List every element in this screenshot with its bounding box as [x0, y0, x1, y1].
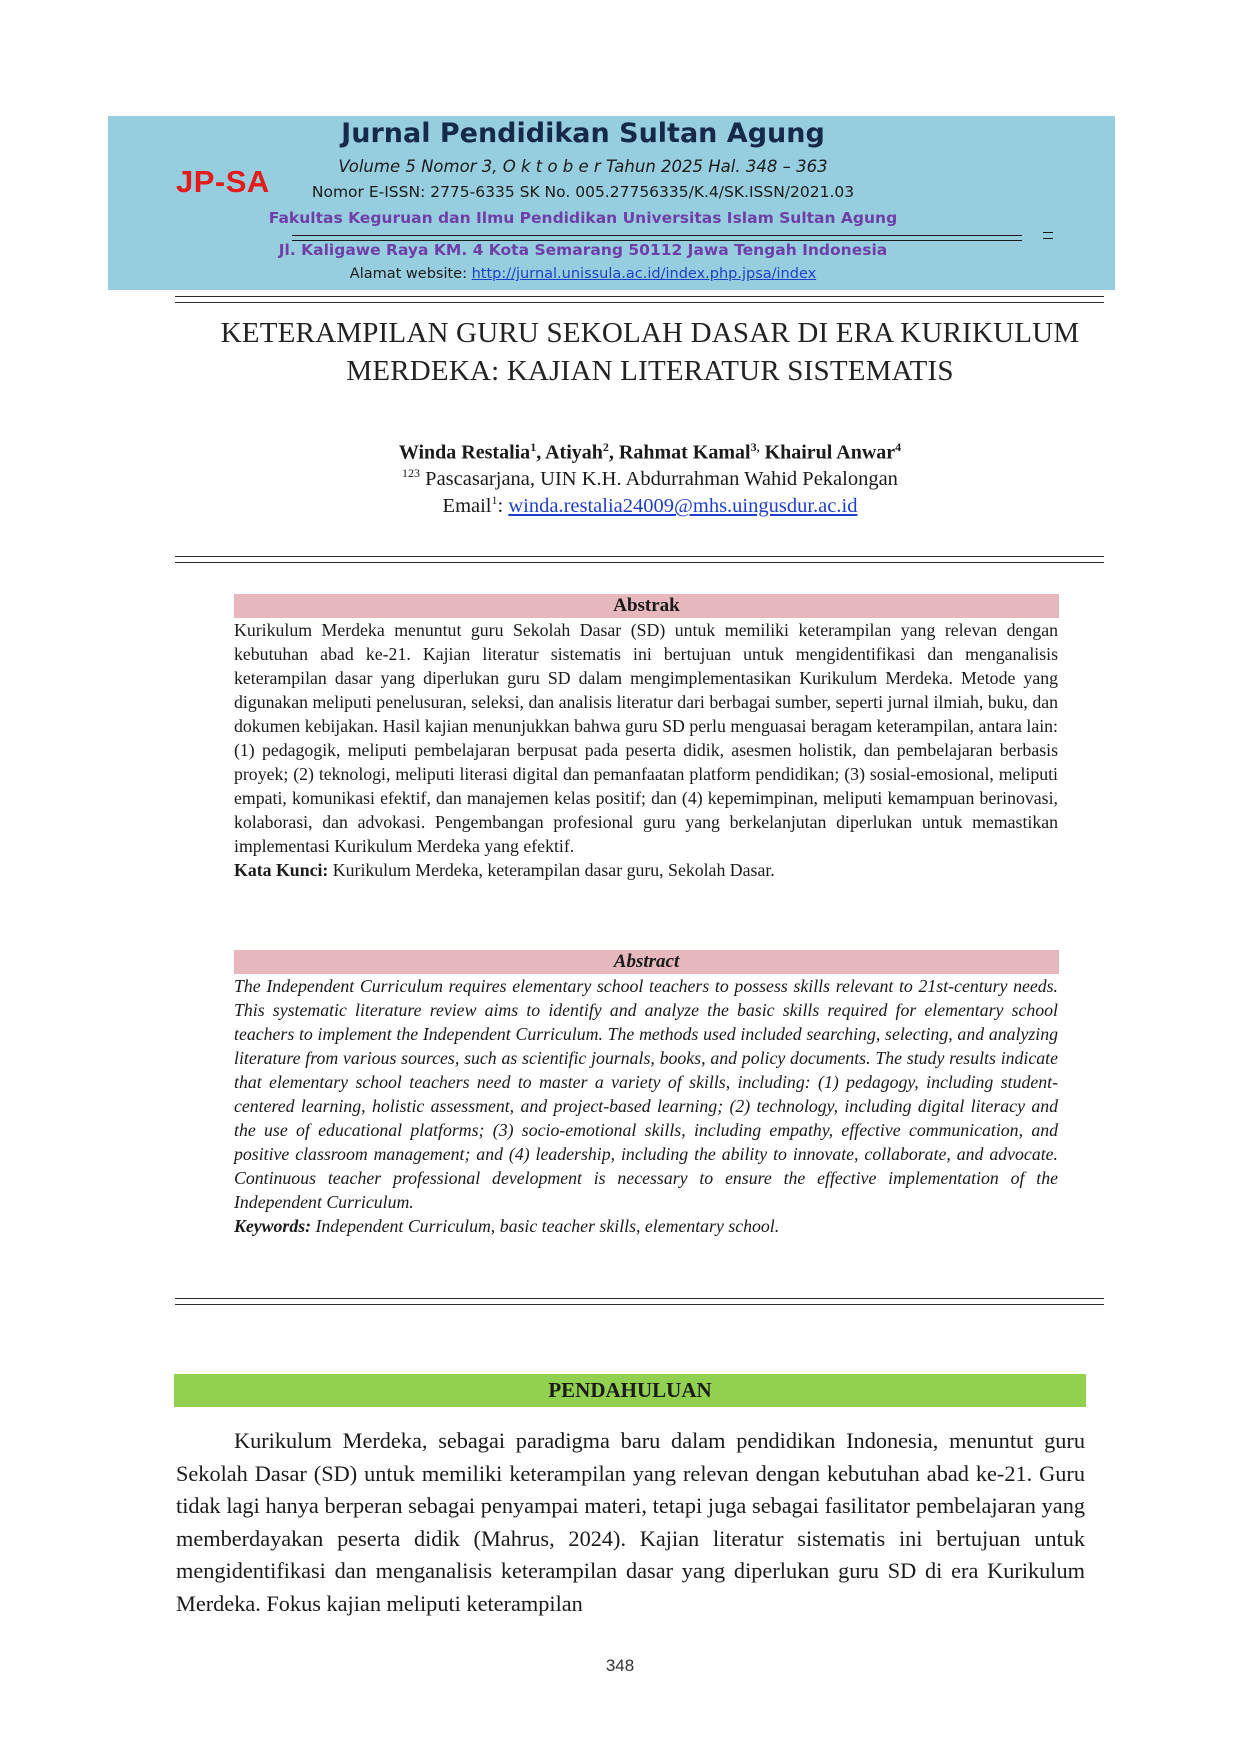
email-label: Email	[442, 494, 492, 517]
authors-bottom-rule	[175, 556, 1104, 563]
author-list	[180, 440, 1120, 465]
affiliation	[180, 466, 1120, 491]
author-sup: 4	[895, 440, 902, 454]
email-sup: 1	[491, 493, 498, 507]
abstract-bottom-rule	[175, 1298, 1104, 1305]
abstrak-keywords	[234, 858, 1058, 882]
keywords-text: Kurikulum Merdeka, keterampilan dasar guru, Sekolah Dasar.	[328, 860, 775, 880]
affiliation-sup: 123	[402, 466, 421, 480]
title-line-2: MERDEKA: KAJIAN LITERATUR SISTEMATIS	[346, 355, 954, 387]
affiliation-text: Pascasarjana, UIN K.H. Abdurrahman Wahid Pekalongan	[420, 467, 898, 490]
abstract-keywords	[234, 1214, 1058, 1238]
author-separator: ,	[536, 441, 546, 464]
address-line: Jl. Kaligawe Raya KM. 4 Kota Semarang 50112 Jawa Tengah Indonesia	[278, 241, 888, 259]
volume-line: Volume 5 Nomor 3, O k t o b e r Tahun 2025 Hal. 348 – 363	[338, 157, 828, 176]
journal-title: Jurnal Pendidikan Sultan Agung	[341, 118, 825, 149]
email-line	[180, 493, 1120, 518]
email-separator: :	[497, 494, 509, 517]
keywords-label: Keywords:	[234, 1216, 312, 1236]
keywords-label: Kata Kunci:	[234, 860, 329, 880]
abstrak-text: Kurikulum Merdeka menuntut guru Sekolah Dasar (SD) untuk memiliki keterampilan yang relevan dengan kebutuhan abad ke-21. Kajian literatur sistematis ini bertujuan untuk mengidentifikasi dan menganalisis keterampilan dasar yang diperlukan guru SD dalam mengimplementasikan Kurikulum Merdeka. Metode yang digunakan meliputi penelusuran, seleksi, dan analisis literatur dari berbagai sumber, seperti jurnal ilmiah, buku, dan dokumen kebijakan. Hasil kajian menunjukkan bahwa guru SD perlu menguasai beragam keterampilan, antara lain: (1) pedagogik, meliputi pembelajaran berpusat pada peserta didik, asesmen holistik, dan pembelajaran berbasis proyek; (2) teknologi, meliputi literasi digital dan pemanfaatan platform pendidikan; (3) sosial-emosional, meliputi empati, komunikasi efektif, dan manajemen kelas positif; dan (4) kepemimpinan, meliputi kemampuan berinovasi, kolaborasi, dan advokasi. Pengembangan profesional guru yang berkelanjutan diperlukan untuk memastikan implementasi Kurikulum Merdeka yang efektif.	[234, 620, 1058, 856]
website-label: Alamat website:	[349, 266, 472, 282]
journal-header	[108, 116, 1115, 290]
keywords-text: Independent Curriculum, basic teacher skills, elementary school.	[311, 1216, 780, 1236]
author-sup: 1	[530, 440, 537, 454]
header-bottom-rule	[175, 296, 1104, 303]
section-heading: PENDAHULUAN	[174, 1374, 1086, 1407]
issn-line: Nomor E-ISSN: 2775-6335 SK No. 005.27756335/K.4/SK.ISSN/2021.03	[311, 183, 855, 201]
author-name: Rahmat Kamal	[618, 441, 751, 464]
author-sup: 2	[602, 440, 609, 454]
abstrak-heading: Abstrak	[234, 594, 1059, 618]
author-name: Khairul Anwar	[764, 441, 896, 464]
title-line-1: KETERAMPILAN GURU SEKOLAH DASAR DI ERA KURIKULUM	[220, 317, 1080, 349]
author-name: Atiyah	[545, 441, 603, 464]
section-body	[176, 1425, 1085, 1620]
abstract-text: The Independent Curriculum requires elementary school teachers to possess skills relevant to 21st-century needs. This systematic literature review aims to identify and analyze the basic skills required for elementary school teachers to implement the Independent Curriculum. The methods used included searching, selecting, and analyzing literature from various sources, such as scientific journals, books, and policy documents. The study results indicate that elementary school teachers need to master a variety of skills, including: (1) pedagogy, including student-centered learning, holistic assessment, and project-based learning; (2) technology, including digital literacy and the use of educational platforms; (3) socio-emotional skills, including empathy, effective communication, and positive classroom management; and (4) leadership, including the ability to innovate, collaborate, and advocate. Continuous teacher professional development is necessary to ensure the effective implementation of the Independent Curriculum.	[234, 976, 1058, 1212]
author-name: Winda Restalia	[398, 441, 531, 464]
page-number: 348	[605, 1656, 635, 1675]
website-line	[258, 266, 908, 282]
website-link[interactable]: http://jurnal.unissula.ac.id/index.php.jpsa/index	[471, 266, 817, 282]
email-link[interactable]: winda.restalia24009@mhs.uingusdur.ac.id	[508, 494, 858, 517]
abstract-heading: Abstract	[234, 950, 1059, 974]
abstract-body	[234, 974, 1058, 1238]
author-separator: ,	[608, 441, 619, 464]
author-sup: 3,	[750, 440, 760, 454]
faculty-line: Fakultas Keguruan dan Ilmu Pendidikan Universitas Islam Sultan Agung	[268, 209, 898, 227]
abstrak-body	[234, 618, 1058, 882]
header-divider-tail	[1043, 232, 1053, 239]
paper-title	[180, 314, 1120, 390]
body-paragraph: Kurikulum Merdeka, sebagai paradigma baru dalam pendidikan Indonesia, menuntut guru Sekolah Dasar (SD) untuk memiliki keterampilan yang relevan dengan kebutuhan abad ke-21. Guru tidak lagi hanya berperan sebagai penyampai materi, tetapi juga sebagai fasilitator pembelajaran yang memberdayakan peserta didik (Mahrus, 2024). Kajian literatur sistematis ini bertujuan untuk mengidentifikasi dan menganalisis keterampilan dasar yang diperlukan guru SD di era Kurikulum Merdeka. Fokus kajian meliputi keterampilan	[176, 1428, 1085, 1616]
journal-mark: JP-SA	[176, 164, 270, 199]
